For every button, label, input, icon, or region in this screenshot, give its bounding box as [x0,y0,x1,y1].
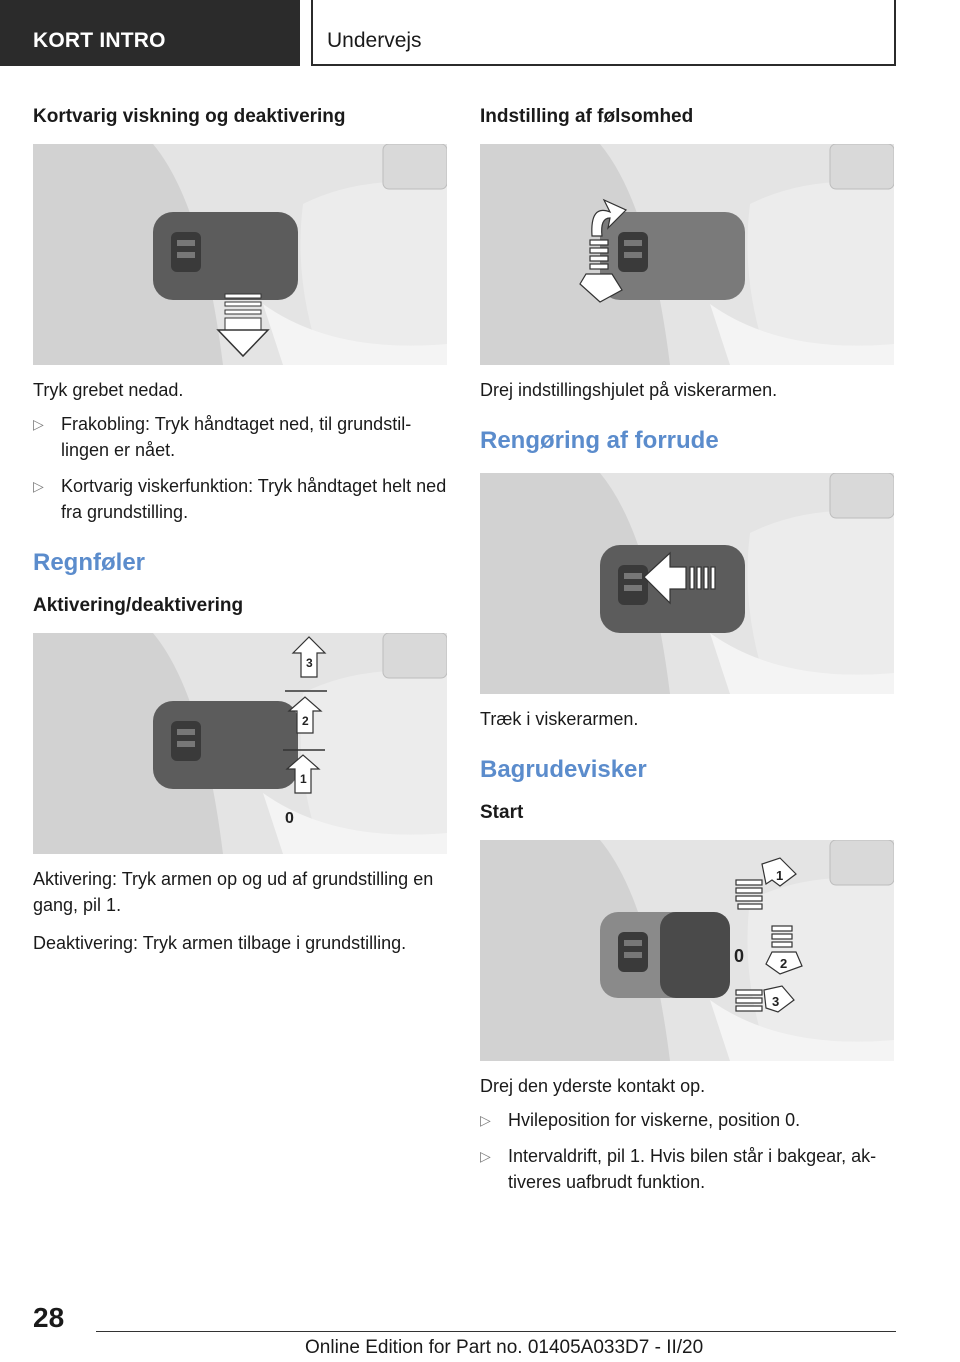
text-turn-wheel: Drej indstillingshjulet på viskerarmen. [480,380,778,400]
chapter-tab [311,0,896,66]
figure-rear-wiper-switch [480,840,894,1061]
position-label: 0 [734,946,745,966]
triangle-bullet-icon: ▷ [480,1148,491,1164]
heading-windshield-cleaning: Rengøring af forrude [480,427,719,454]
triangle-bullet-icon: ▷ [33,478,44,494]
bullet-item: ▷ Intervaldrift, pil 1. Hvis bilen står i bakgear, ak-tiveres uafbrudt funktion. [480,1143,896,1195]
text-deactivation: Deaktivering: Tryk armen tilbage i grundstilling. [33,933,407,953]
page-number: 28 [33,1302,65,1333]
figure-rain-sensor-positions [33,633,447,854]
position-label: 0 [285,810,294,827]
heading-rain-sensor: Regnføler [33,549,146,576]
heading-sensitivity: Indstilling af følsomhed [480,106,694,127]
page-header [0,0,960,66]
section-tab [0,0,300,66]
chapter-title: Undervejs [327,29,422,52]
left-column [33,100,449,964]
triangle-bullet-icon: ▷ [33,416,44,432]
figure-wiper-down [33,144,447,365]
bullet-item: ▷ Hvileposition for viskerne, position 0. [480,1107,896,1133]
right-column [480,100,896,1205]
position-label: 2 [302,714,309,728]
heading-rear-wiper: Bagrudevisker [480,756,647,783]
footer-divider [96,1331,896,1332]
footer-edition: Online Edition for Part no. 01405A033D7 - II/20 [305,1337,704,1358]
position-label: 3 [772,994,780,1009]
figure-sensitivity-wheel [480,144,894,365]
subheading-start: Start [480,802,524,823]
text-turn-switch: Drej den yderste kontakt op. [480,1076,706,1096]
position-label: 3 [306,656,313,670]
bullet-item: ▷ Frakobling: Tryk håndtaget ned, til grundstil-lingen er nået. [33,411,449,463]
subheading-activation: Aktivering/deaktivering [33,595,244,616]
position-label: 1 [776,868,784,883]
text-pull-arm: Træk i viskerarmen. [480,709,639,729]
triangle-bullet-icon: ▷ [480,1112,491,1128]
heading-short-wipe: Kortvarig viskning og deaktivering [33,106,346,127]
text-activation: Aktivering: Tryk armen op og ud af grundstilling en gang, pil 1. [33,869,434,915]
bullet-item: ▷ Kortvarig viskerfunktion: Tryk håndtaget helt ned fra grundstilling. [33,473,449,525]
text-push-down: Tryk grebet nedad. [33,380,184,400]
position-label: 2 [780,956,788,971]
figure-pull-lever [480,473,894,694]
section-title: KORT INTRO [33,29,166,52]
position-label: 1 [300,772,307,786]
